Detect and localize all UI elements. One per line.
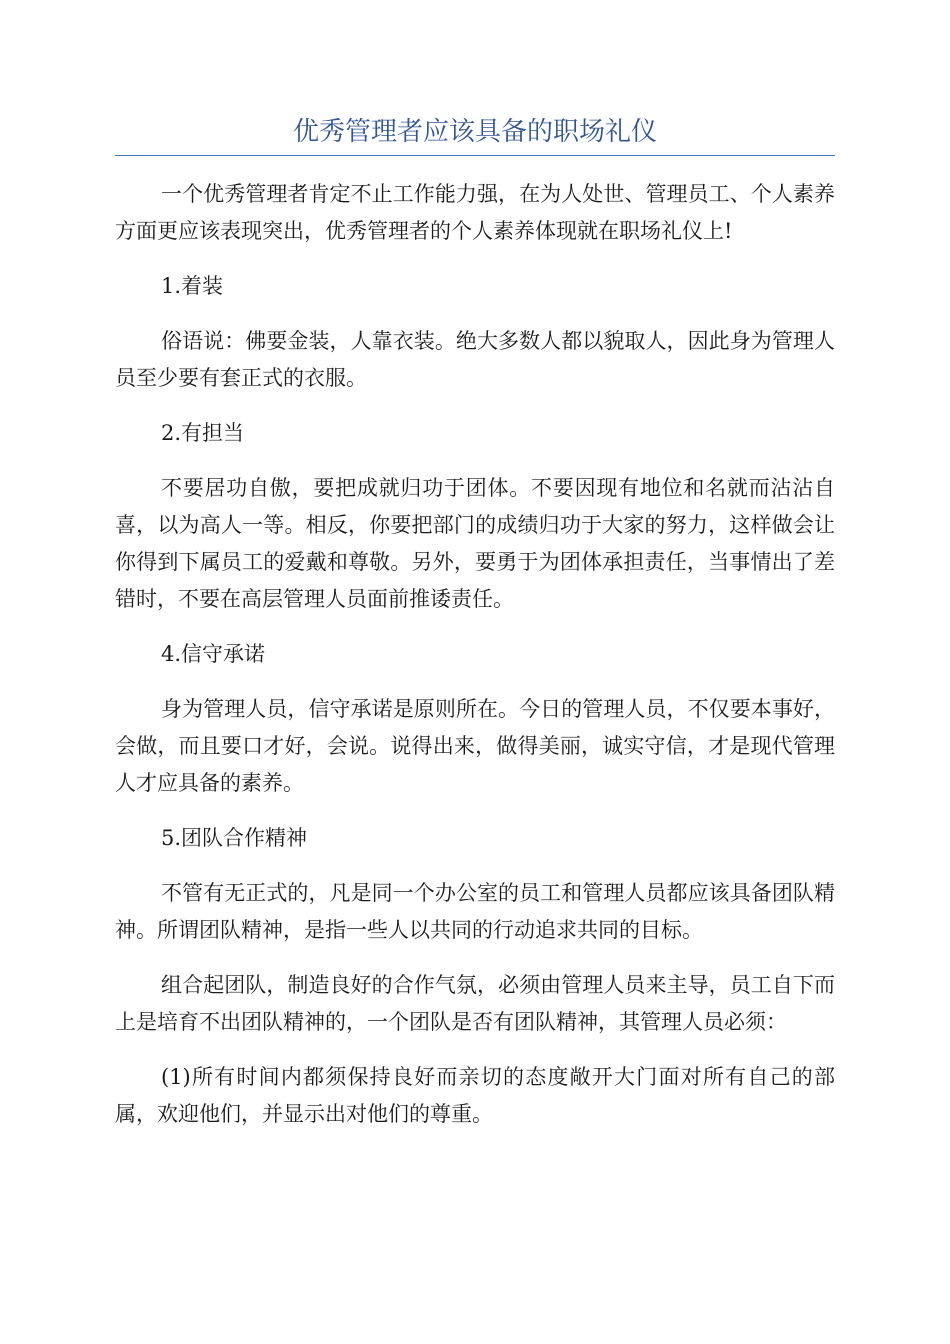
attire-paragraph: 俗语说：佛要金装，人靠衣装。绝大多数人都以貌取人，因此身为管理人员至少要有套正式的衣服。 (115, 329, 835, 390)
title-underline (115, 155, 835, 156)
team-building-paragraph: 组合起团队，制造良好的合作气氛，必须由管理人员来主导，员工自下而上是培育不出团队精神的，一个团队是否有团队精神，其管理人员必须： (115, 973, 835, 1034)
section-heading-attire: 1.着装 (161, 274, 224, 298)
intro-paragraph: 一个优秀管理者肯定不止工作能力强，在为人处世、管理员工、个人素养方面更应该表现突出，优秀管理者的个人素养体现就在职场礼仪上! (115, 182, 835, 243)
responsibility-paragraph: 不要居功自傲，要把成就归功于团体。不要因现有地位和名就而沾沾自喜，以为高人一等。相反，你要把部门的成绩归功于大家的努力，这样做会让你得到下属员工的爱戴和尊敬。另外，要勇于为团体承担责任，当事情出了差错时，不要在高层管理人员面前推诿责任。 (115, 476, 835, 611)
promise-paragraph: 身为管理人员，信守承诺是原则所在。今日的管理人员，不仅要本事好，会做，而且要口才好，会说。说得出来，做得美丽，诚实守信，才是现代管理人才应具备的素养。 (115, 697, 835, 795)
teamwork-paragraph: 不管有无正式的，凡是同一个办公室的员工和管理人员都应该具备团队精神。所谓团队精神，是指一些人以共同的行动追求共同的目标。 (115, 881, 835, 942)
document-body (115, 176, 835, 1151)
section-heading-promise: 4.信守承诺 (161, 642, 266, 666)
list-item-1: (1)所有时间内都须保持良好而亲切的态度敞开大门面对所有自己的部属，欢迎他们，并显示出对他们的尊重。 (115, 1065, 835, 1126)
document-title: 优秀管理者应该具备的职场礼仪 (292, 117, 657, 147)
section-heading-responsibility: 2.有担当 (161, 421, 245, 445)
section-heading-teamwork: 5.团队合作精神 (161, 826, 308, 850)
